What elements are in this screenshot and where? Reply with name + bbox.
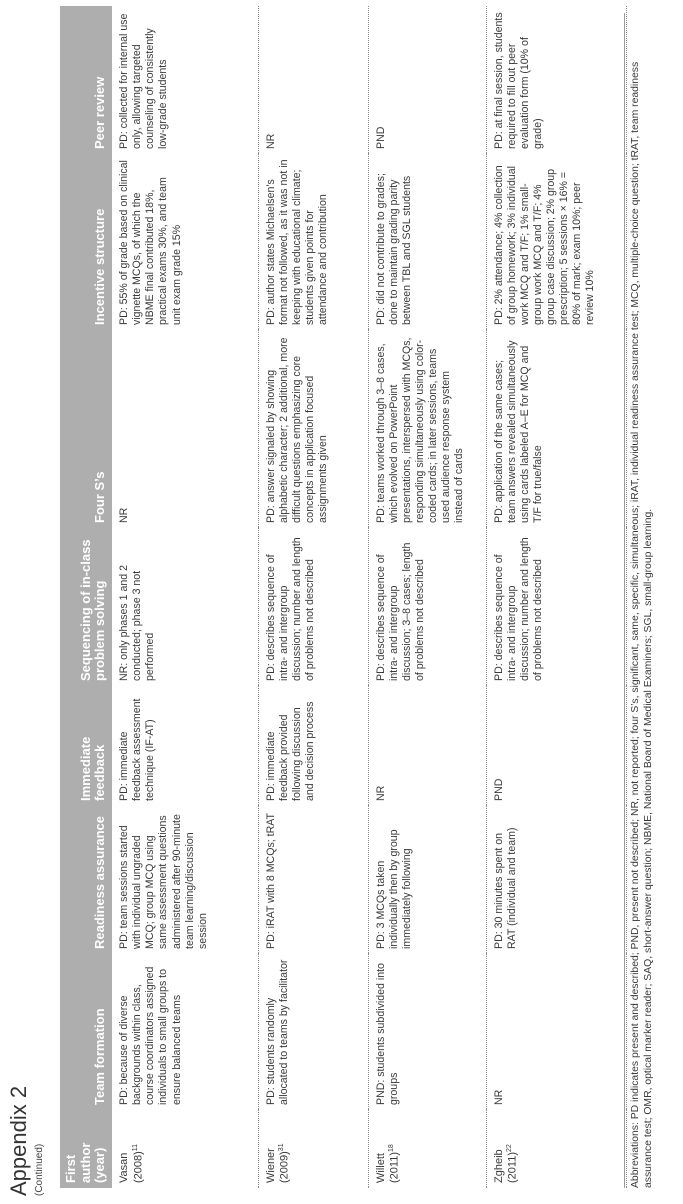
incentive-cell: PD: did not contribute to grades; done to maintain grading parity between TBL and SGL students (368, 154, 486, 330)
author-cell (112, 1110, 258, 1188)
author-cell (486, 1110, 626, 1188)
column-header: Four S’s (60, 330, 112, 528)
column-header: Incentive structure (60, 154, 112, 330)
abbreviations-footnote: Abbreviations: PD indicates present and described; PND, present not described; NR, not reported; four S’s, significant, same, specific, simultaneous; iRAT, individual readiness assurance test; MCQ, multiple-choice question; tRAT, team readiness assurance test; OMR, optical marker reader; SAQ, short-answer question; NBME, National Board of Medical Examiners; SGL, small-group learning. (624, 13, 656, 1188)
incentive-cell: PD: 2% attendance; 4% collection of group homework; 3% individual work MCQ and T/F; 1% small-group work MCQ and T/F; 4% group case discussion; 2% group prescription; 5 sessions × 16% = 80% of mark; exam 10%; peer review 10% (486, 154, 626, 330)
column-header: Peer review (60, 6, 112, 154)
page-title: Appendix 2 (6, 1085, 31, 1196)
table-row (112, 6, 258, 1188)
team-formation-cell: PD: students randomly allocated to teams by facilitator (258, 954, 368, 1110)
column-header: Readiness assurance (60, 806, 112, 954)
team-formation-cell: NR (486, 954, 626, 1110)
table-row (368, 6, 486, 1188)
readiness-cell: PD: team sessions started with individual ungraded MCQ; group MCQ using same assessment questions administered after 90-minute team learning/discussion session (112, 806, 258, 954)
page-subtitle: (Continued) (34, 1143, 45, 1196)
readiness-cell: PD: 30 minutes spent on RAT (individual and team) (486, 806, 626, 954)
readiness-cell: PD: 3 MCQs taken individually then by group immediately following (368, 806, 486, 954)
incentive-cell: PD: author states Michaelsen’s format not followed, as it was not in keeping with educational climate; students given points for attendance and contribution (258, 154, 368, 330)
team-formation-cell: PD: because of diverse backgrounds within class, course coordinators assigned individuals to small groups to ensure balanced teams (112, 954, 258, 1110)
feedback-cell: PD: immediate feedback provided following discussion and decision process (258, 686, 368, 806)
author-name: Wiener (2009) (264, 1148, 291, 1183)
author-name: Willett (2011) (374, 1152, 401, 1183)
table-row (486, 6, 626, 1188)
sequencing-cell: PD: describes sequence of intra- and intergroup discussion; number and length of problems not described (486, 528, 626, 686)
feedback-cell: NR (368, 686, 486, 806)
reference-number: 11 (131, 1143, 139, 1152)
peer-review-cell: PD: collected for internal use only, allowing targeted counseling of consistently low-grade students (112, 6, 258, 154)
sequencing-cell: NR: only phases 1 and 2 conducted; phase 3 not performed (112, 528, 258, 686)
sequencing-cell: PD: describes sequence of intra- and intergroup discussion; 3–8 cases; length of problems not described (368, 528, 486, 686)
author-cell (258, 1110, 368, 1188)
column-header: First author (year) (60, 1110, 112, 1188)
incentive-cell: PD: 55% of grade based on clinical vignette MCQs, of which the NBME final contributed 18%, practical exams 30%, and team unit exam grade 15% (112, 154, 258, 330)
four-s-cell: PD: answer signaled by showing alphabetic character; 2 additional, more difficult questions emphasizing core concepts in application focused assignments given (258, 330, 368, 528)
reference-number: 18 (388, 1144, 396, 1153)
column-header: Sequencing of in-class problem solving (60, 528, 112, 686)
four-s-cell: PD: application of the same cases; team answers revealed simultaneously using cards labeled A–E for MCQ and T/F for true/false (486, 330, 626, 528)
four-s-cell: NR (112, 330, 258, 528)
author-name: Vasan (2008) (118, 1151, 145, 1183)
peer-review-cell: NR (258, 6, 368, 154)
author-name: Zgheib (2011) (492, 1149, 519, 1183)
column-header: Team formation (60, 954, 112, 1110)
peer-review-cell: PD: at final session, students required to fill out peer evaluation form (10% of grade) (486, 6, 626, 154)
sequencing-cell: PD: describes sequence of intra- and intergroup discussion; number and length of problems not described (258, 528, 368, 686)
four-s-cell: PD: teams worked through 3–8 cases, which evolved on PowerPoint presentations, interspersed with MCQs, responding simultaneously using color-coded cards; in later sessions, teams used audience response system instead of cards (368, 330, 486, 528)
data-table (60, 6, 627, 1188)
table-row (258, 6, 368, 1188)
column-header: Immediate feedback (60, 686, 112, 806)
readiness-cell: PD: iRAT with 8 MCQs; tRAT (258, 806, 368, 954)
header-row (60, 6, 112, 1188)
peer-review-cell: PND (368, 6, 486, 154)
reference-number: 22 (506, 1144, 514, 1153)
author-cell (368, 1110, 486, 1188)
reference-number: 31 (278, 1143, 286, 1152)
team-formation-cell: PND: students subdivided into groups (368, 954, 486, 1110)
feedback-cell: PND (486, 686, 626, 806)
feedback-cell: PD: immediate feedback assessment technique (IF-AT) (112, 686, 258, 806)
